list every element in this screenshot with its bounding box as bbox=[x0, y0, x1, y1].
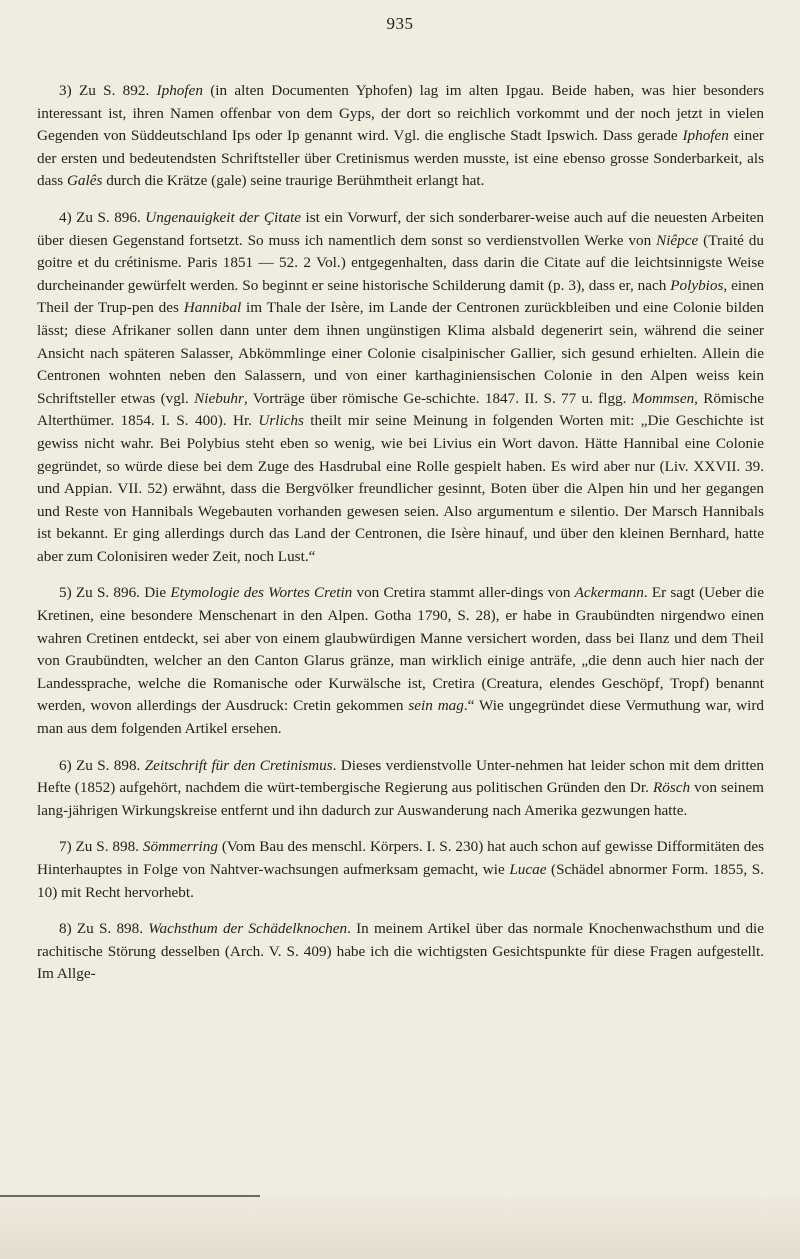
note-text: von Cretira stammt aller-dings von bbox=[352, 584, 575, 602]
note-emphasis: Zeitschrift für den Cretinismus bbox=[144, 756, 333, 774]
note-text: , Vorträge über römische Ge-schichte. 1847. II. S. 77 u. flgg. bbox=[243, 389, 632, 407]
note-text: im Thale der Isère, im Lande der Centronen zurückbleiben und eine Colonie bilden lässt; diese Afrikaner sollen dann unter dem ihnen ungünstigen Klima alsbald degenerirt sein, während die seiner Ansicht nach späteren Salasser, Abkömmlinge einer Colonie cisalpinischer Gallier, sich gesund erhielten. Allein die Centronen wohnten neben den Salassern, und von einer karthaginiensischen Colonie in den Alpen weiss kein Schriftsteller etwas (vgl. bbox=[37, 299, 764, 407]
note-emphasis: Niebuhr bbox=[194, 389, 244, 407]
note-text: 6) Zu S. 898. bbox=[59, 756, 145, 774]
note-6 bbox=[37, 755, 764, 823]
note-text: 8) Zu S. 898. bbox=[59, 920, 149, 938]
note-text: ist ein Vorwurf, der sich sonderbarer-weise auch auf die neuesten Arbeiten über diesen Gegenstand fortsetzt. So muss ich namentlich dem sonst so verdienstvollen Werke von bbox=[37, 208, 765, 249]
note-text: 7) Zu S. 898. bbox=[59, 838, 143, 856]
note-text: (in alten Documenten Yphofen) lag im alten Ipgau. Beide haben, was hier besonders interessant ist, ihren Namen offenbar von dem Gyps, der dort so reichlich vorkommt und der noch jetzt in vielen Gegenden von Süddeutschland Ips oder Ip genannt wird. Vgl. die englische Stadt Ipswich. Dass gerade bbox=[37, 82, 765, 145]
note-text: . In meinem Artikel über das normale Knochenwachsthum und die rachitische Störung desselben (Arch. V. S. 409) habe ich die wichtigsten Gesichtspunkte für diese Fragen aufgestellt. Im Allge- bbox=[37, 920, 764, 983]
note-text: (Vom Bau des menschl. Körpers. I. S. 230) hat auch schon auf gewisse Difformitäten des Hinterhauptes in Folge von Nahtver-wachsungen aufmerksam gemacht, wie bbox=[37, 838, 765, 878]
note-emphasis: Urlichs bbox=[258, 412, 304, 430]
note-text: von seinem lang-jährigen Wirkungskreise entfernt und ihn dadurch zur Auswanderung nach Amerika gezwungen hatte. bbox=[37, 779, 764, 819]
page-bottom-edge bbox=[0, 1197, 800, 1259]
note-text: .“ Wie ungegründet diese Vermuthung war, wird man aus dem folgenden Artikel ersehen. bbox=[37, 697, 764, 738]
note-text: (Traité du goitre et du crétinisme. Paris 1851 — 52. 2 Vol.) entgegenhalten, dass darin die Citate auf die leichtsinnigste Weise durcheinander gewürfelt werden. So beginnt er seine historische Schilderung damit (p. 3), dass er, nach bbox=[37, 231, 764, 294]
note-emphasis: Hannibal bbox=[183, 299, 242, 317]
note-emphasis: Etymologie des Wortes Cretin bbox=[170, 584, 353, 602]
note-emphasis: Polybios bbox=[670, 276, 724, 294]
note-4 bbox=[37, 207, 764, 569]
page-number: 935 bbox=[386, 14, 414, 33]
note-emphasis: Iphofen bbox=[156, 82, 203, 99]
note-emphasis: Galês bbox=[66, 172, 103, 190]
note-text: 5) Zu S. 896. Die bbox=[59, 584, 171, 602]
note-text: . Er sagt (Ueber die Kretinen, eine besondere Menschenart in den Alpen. Gotha 1790, S. 28), er habe in Graubündten nirgendwo einen wahren Cretinen entdeckt, sei aber von einem glaubwürdigen Manne versichert worden, dass bei Ilanz und dem Theil von Graubündten, welcher an den Canton Glarus gränze, man wirklich einige anträfe, „die denn auch hier nach der Landessprache, welche die Romanische oder Kurwälsche ist, Cretira (Creatura, elendes Geschöpf, Tropf) benannt werden, wovon allerdings der Ausdruck: Cretin gekommen bbox=[37, 584, 764, 715]
note-text: , Römische Alterthümer. 1854. I. S. 400). Hr. bbox=[37, 389, 764, 430]
note-emphasis: Ackermann bbox=[574, 584, 644, 602]
note-text: einer der ersten und bedeutendsten Schriftsteller über Cretinismus werden musste, ist eine ebenso grosse Sonderbarkeit, als dass bbox=[37, 127, 764, 190]
page-bottom-rule bbox=[0, 1195, 260, 1197]
note-emphasis: Rösch bbox=[652, 779, 691, 797]
note-5 bbox=[37, 582, 764, 740]
note-emphasis: Lucae bbox=[509, 861, 547, 878]
note-8 bbox=[37, 918, 764, 986]
note-3 bbox=[37, 80, 764, 193]
note-emphasis: Mommsen bbox=[631, 389, 695, 407]
note-text: 4) Zu S. 896. bbox=[59, 208, 146, 226]
note-text: (Schädel abnormer Form. 1855, S. 10) mit Recht hervorhebt. bbox=[37, 861, 764, 901]
note-7 bbox=[37, 836, 764, 904]
note-text: theilt mir seine Meinung in folgenden Worten mit: „Die Geschichte ist gewiss nicht wahr. Bei Polybius steht eben so wenig, wie bei Livius ein Wort davon. Hätte Hannibal eine Colonie gegründet, so würde diese bei dem Zuge des Hasdrubal eine Rolle gespielt haben. Es wird aber nur (Liv. XXVII. 39. und Appian. VII. 52) erwähnt, dass die Bergvölker freundlicher gesinnt, Boten über die Alpen hin und her gegangen und Reste von Hannibals Wegebauten vorhanden gewesen seien. Also argumentum e silentio. Der Marsch Hannibals ist bekannt. Er ging allerdings durch das Land der Centronen, die Isère hinauf, und über den kleinen Bernhard, hatte aber zum Colonisiren weder Zeit, noch Lust.“ bbox=[37, 412, 764, 565]
note-emphasis: Ungenauigkeit der Çitate bbox=[145, 208, 302, 226]
notes-body bbox=[37, 80, 764, 986]
note-emphasis: sein mag bbox=[408, 697, 464, 715]
note-text: . Dieses verdienstvolle Unter-nehmen hat leider schon mit dem dritten Hefte (1852) aufgehört, nachdem die würt-tembergische Regierung aus politischen Gründen den Dr. bbox=[37, 756, 764, 797]
note-emphasis: Iphofen bbox=[682, 127, 729, 145]
note-emphasis: Wachsthum der Schädelknochen bbox=[148, 920, 348, 938]
note-text: , einen Theil der Trup-pen des bbox=[37, 276, 764, 317]
note-emphasis: Niêpce bbox=[656, 231, 699, 249]
note-emphasis: Sömmerring bbox=[142, 838, 218, 856]
note-text: durch die Krätze (gale) seine traurige Berühmtheit erlangt hat. bbox=[102, 172, 485, 190]
note-text: 3) Zu S. 892. bbox=[59, 82, 157, 99]
